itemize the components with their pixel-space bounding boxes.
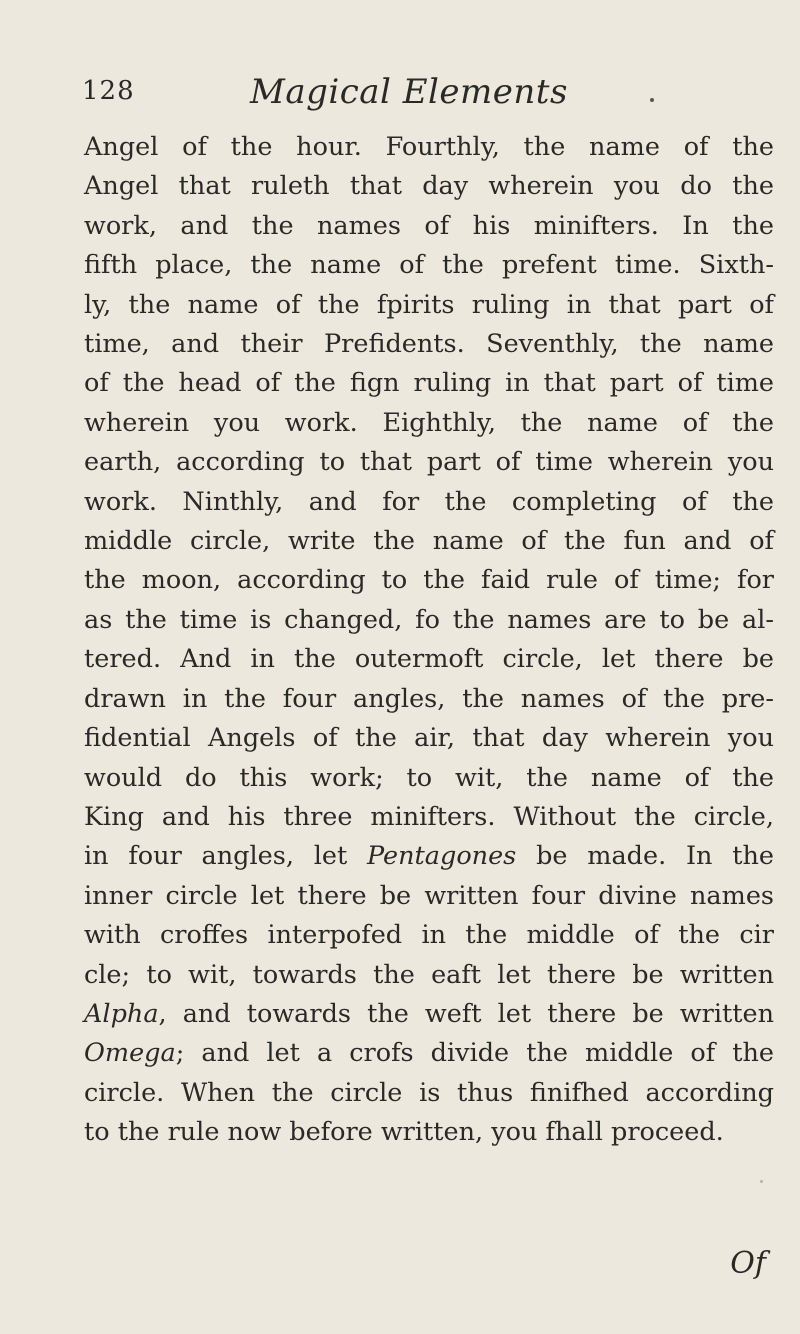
text-line: earth, according to that part of time wherein you xyxy=(84,447,774,478)
header-ornament-dot xyxy=(650,98,654,102)
text-line: fifth place, the name of the prefent time. Sixth- xyxy=(84,250,774,281)
text-line: circle. When the circle is thus finifhed according xyxy=(84,1077,774,1108)
text-line: drawn in the four angles, the names of the pre- xyxy=(84,683,774,714)
text-line: tered. And in the outermoft circle, let there be xyxy=(84,644,774,675)
text-line: fidential Angels of the air, that day wherein you xyxy=(84,723,774,754)
text-line: Angel that ruleth that day wherein you do the xyxy=(84,171,774,202)
text-line: as the time is changed, fo the names are to be al- xyxy=(84,604,774,635)
text-line: work. Ninthly, and for the completing of the xyxy=(84,486,774,517)
text-line: the moon, according to the faid rule of time; for xyxy=(84,565,774,596)
text-line: wherein you work. Eighthly, the name of the xyxy=(84,407,774,438)
text-line: in four angles, let Pentagones be made. In the xyxy=(84,841,774,872)
text-line: to the rule now before written, you fhall proceed. xyxy=(84,1117,724,1148)
page-number: 128 xyxy=(82,76,135,106)
text-line: ly, the name of the fpirits ruling in that part of xyxy=(84,289,774,320)
text-line: middle circle, write the name of the fun and of xyxy=(84,526,774,557)
text-line: inner circle let there be written four divine names xyxy=(84,880,774,911)
running-head: Magical Elements xyxy=(250,72,568,112)
text-line: Angel of the hour. Fourthly, the name of the xyxy=(84,132,774,162)
text-line: cle; to wit, towards the eaft let there be written xyxy=(84,959,774,990)
paper-speck xyxy=(760,1180,763,1183)
italic-term: Omega xyxy=(84,1038,176,1069)
text-line: time, and their Prefidents. Seventhly, the name xyxy=(84,329,774,360)
catchword: Of xyxy=(730,1246,766,1281)
body-text xyxy=(84,128,774,1153)
text-line: King and his three minifters. Without the circle, xyxy=(84,801,774,832)
text-line: would do this work; to wit, the name of the xyxy=(84,762,774,793)
text-line: work, and the names of his minifters. In the xyxy=(84,210,774,241)
text-line: with croffes interpofed in the middle of the cir xyxy=(84,920,774,951)
text-line: of the head of the fign ruling in that part of time xyxy=(84,368,774,399)
italic-term: Pentagones xyxy=(367,841,517,872)
text-line: Omega; and let a crofs divide the middle of the xyxy=(84,1038,774,1069)
page-header xyxy=(82,72,742,112)
italic-term: Alpha xyxy=(84,998,159,1029)
text-line: Alpha, and towards the weft let there be written xyxy=(84,998,774,1029)
